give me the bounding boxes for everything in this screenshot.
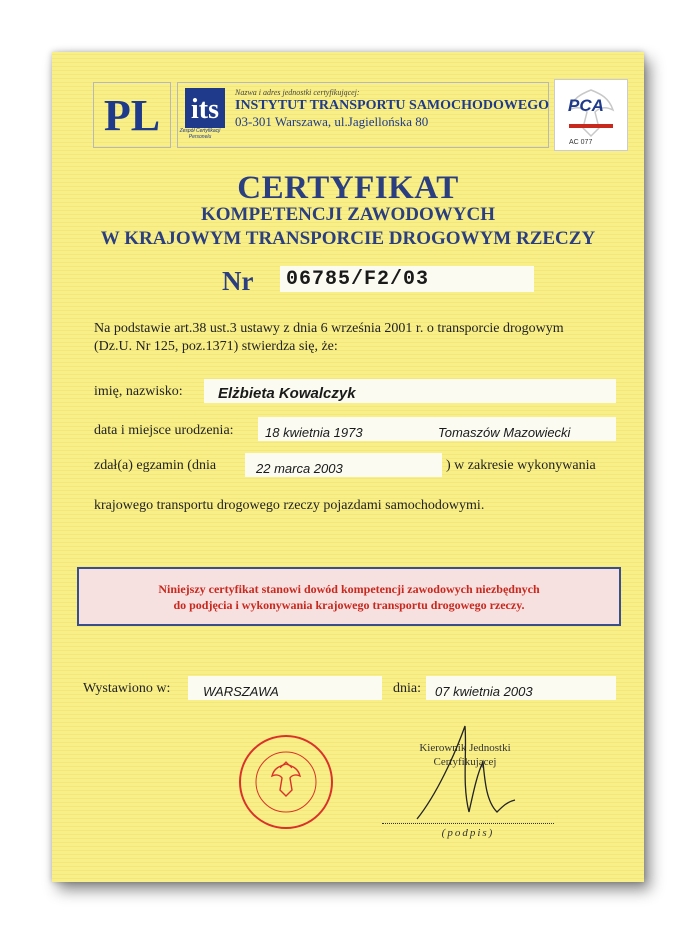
- handwritten-signature-icon: [407, 714, 527, 824]
- exam-scope-label: ) w zakresie wykonywania: [446, 458, 596, 473]
- subtitle-line-2: W KRAJOWYM TRANSPORCIE DROGOWYM RZECZY: [100, 228, 596, 249]
- number-label: Nr: [222, 266, 254, 296]
- logo-caption: Zespół Certyfikacji Personelu: [179, 128, 221, 140]
- legal-basis-line-2: (Dz.U. Nr 125, poz.1371) stwierdza się, że:: [94, 339, 338, 354]
- holder-name: Elżbieta Kowalczyk: [218, 385, 356, 402]
- birth-date: 18 kwietnia 1973: [265, 425, 363, 440]
- its-logo-icon: [185, 88, 225, 128]
- its-logo-text: its: [191, 94, 219, 125]
- institution-name: INSTYTUT TRANSPORTU SAMOCHODOWEGO: [235, 98, 550, 113]
- accreditation-logo: PCA: [568, 96, 604, 115]
- exam-label: zdał(a) egzamin (dnia: [94, 458, 217, 473]
- issue-date: 07 kwietnia 2003: [435, 684, 533, 699]
- scope-line: krajowego transportu drogowego rzeczy pojazdami samochodowymi.: [94, 498, 485, 513]
- official-seal-icon: [236, 732, 336, 832]
- subtitle-line-1: KOMPETENCJI ZAWODOWYCH: [201, 204, 495, 225]
- signature-caption: (podpis): [441, 827, 495, 839]
- name-label: imię, nazwisko:: [94, 384, 183, 399]
- certificate-number: 06785/F2/03: [286, 268, 430, 291]
- certificate-title: CERTYFIKAT: [237, 170, 459, 206]
- issue-place: WARSZAWA: [203, 684, 279, 699]
- signatory-title-1: Kierownik Jednostki: [419, 742, 511, 754]
- issue-place-label: Wystawiono w:: [83, 681, 171, 696]
- issue-date-label: dnia:: [393, 681, 421, 696]
- birth-place: Tomaszów Mazowiecki: [438, 425, 571, 440]
- signature-line: [382, 823, 554, 824]
- institution-address: 03-301 Warszawa, ul.Jagiellońska 80: [235, 114, 429, 129]
- accreditation-code: AC 077: [569, 139, 593, 146]
- signatory-title-2: Certyfikującej: [433, 756, 497, 768]
- notice-line-2: do podjęcia i wykonywania krajowego transportu drogowego rzeczy.: [173, 598, 525, 612]
- notice-line-1: Niniejszy certyfikat stanowi dowód kompetencji zawodowych niezbędnych: [158, 582, 540, 596]
- institution-caption: Nazwa i adres jednostki certyfikującej:: [235, 88, 360, 97]
- legal-basis-line-1: Na podstawie art.38 ust.3 ustawy z dnia 6 września 2001 r. o transporcie drogowym: [94, 321, 564, 336]
- birth-label: data i miejsce urodzenia:: [94, 423, 234, 438]
- country-code: PL: [103, 91, 161, 140]
- certificate: [52, 52, 644, 882]
- exam-date: 22 marca 2003: [256, 461, 343, 476]
